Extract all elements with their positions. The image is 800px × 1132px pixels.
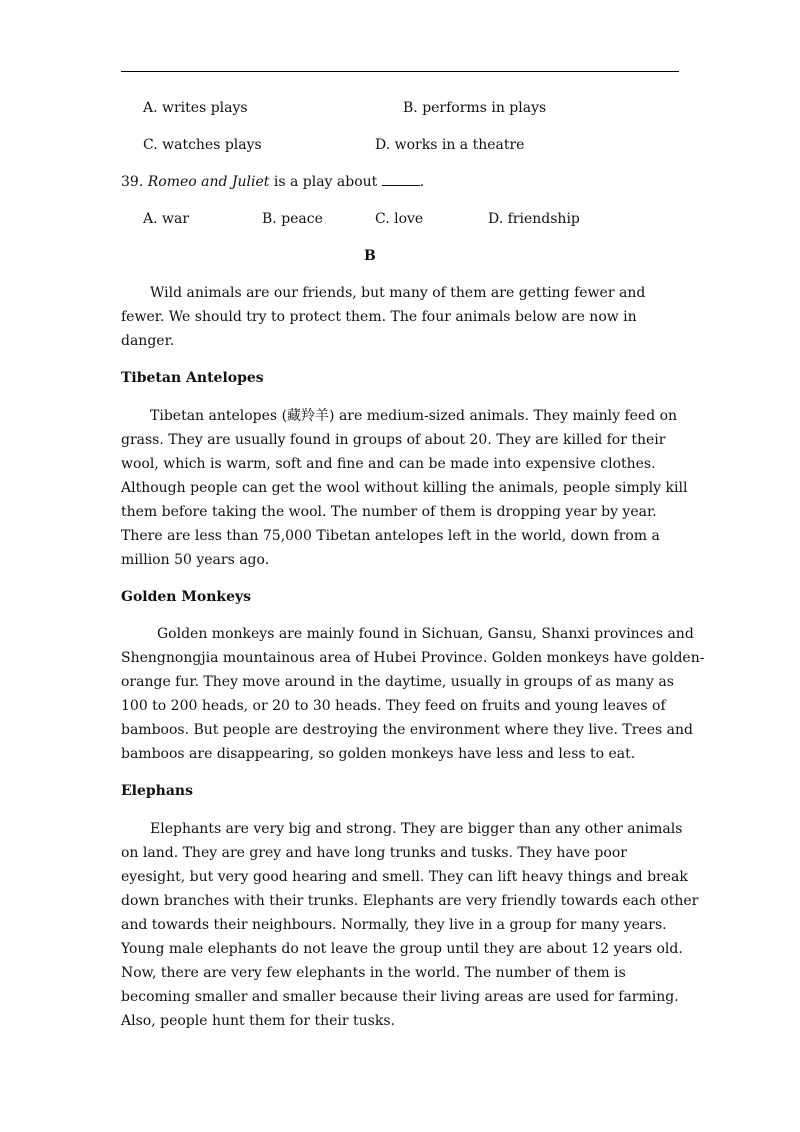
text-line: Also, people hunt them for their tusks.: [121, 1013, 395, 1029]
text-line: bamboos are disappearing, so golden monkeys have less and less to eat.: [121, 746, 636, 762]
text-line: Elephants are very big and strong. They are bigger than any other animals: [150, 821, 683, 837]
text-line: Although people can get the wool without killing the animals, people simply kill: [121, 480, 688, 496]
header-rule: [121, 71, 679, 72]
text-line: Shengnongjia mountainous area of Hubei Province. Golden monkeys have golden-: [121, 650, 705, 666]
q39-text: is a play about: [273, 174, 378, 190]
golden-paragraph: [121, 622, 705, 766]
text-line: 100 to 200 heads, or 20 to 30 heads. They feed on fruits and young leaves of: [121, 698, 666, 714]
text-line: down branches with their trunks. Elephants are very friendly towards each other: [121, 893, 699, 909]
q39-option-d: D. friendship: [488, 211, 580, 227]
text-line: eyesight, but very good hearing and smell. They can lift heavy things and break: [121, 869, 688, 885]
text-line: fewer. We should try to protect them. The four animals below are now in: [121, 309, 637, 325]
text-line: becoming smaller and smaller because their living areas are used for farming.: [121, 989, 679, 1005]
text-line: million 50 years ago.: [121, 552, 270, 568]
q39-question: [121, 172, 424, 192]
heading-golden-monkeys: Golden Monkeys: [121, 589, 251, 605]
text-line: and towards their neighbours. Normally, they live in a group for many years.: [121, 917, 667, 933]
q39-option-a: A. war: [143, 211, 190, 227]
q38-option-b: B. performs in plays: [403, 100, 547, 116]
heading-elephants: Elephans: [121, 783, 193, 799]
text-line: grass. They are usually found in groups of about 20. They are killed for their: [121, 432, 666, 448]
q39-number: 39.: [121, 174, 144, 190]
q39-play-title: Romeo and Juliet: [147, 174, 270, 190]
elephants-paragraph: [121, 817, 699, 1033]
text-line: There are less than 75,000 Tibetan antelopes left in the world, down from a: [121, 528, 660, 544]
q39-end: .: [419, 174, 425, 190]
q38-option-d: D. works in a theatre: [375, 137, 525, 153]
section-b-label: B: [364, 248, 376, 264]
tibetan-paragraph: [121, 404, 688, 572]
text-line: orange fur. They move around in the daytime, usually in groups of as many as: [121, 674, 674, 690]
text-line: Golden monkeys are mainly found in Sichuan, Gansu, Shanxi provinces and: [157, 626, 694, 642]
heading-tibetan-antelopes: Tibetan Antelopes: [121, 370, 264, 386]
text-line: bamboos. But people are destroying the environment where they live. Trees and: [121, 722, 693, 738]
q38-option-a: A. writes plays: [143, 100, 248, 116]
q39-option-b: B. peace: [262, 211, 323, 227]
text-line: them before taking the wool. The number of them is dropping year by year.: [121, 504, 657, 520]
text-line: on land. They are grey and have long trunks and tusks. They have poor: [121, 845, 627, 861]
q38-option-c: C. watches plays: [143, 137, 262, 153]
text-line: wool, which is warm, soft and fine and can be made into expensive clothes.: [121, 456, 656, 472]
q39-option-c: C. love: [375, 211, 424, 227]
text-line: danger.: [121, 333, 175, 349]
text-line: Young male elephants do not leave the group until they are about 12 years old.: [121, 941, 683, 957]
q39-answer-blank: [382, 173, 420, 186]
intro-paragraph: [121, 281, 671, 353]
text-line: Now, there are very few elephants in the world. The number of them is: [121, 965, 626, 981]
text-line: Wild animals are our friends, but many of them are getting fewer and: [150, 285, 646, 301]
text-line: Tibetan antelopes (藏羚羊) are medium-sized animals. They mainly feed on: [150, 408, 678, 424]
